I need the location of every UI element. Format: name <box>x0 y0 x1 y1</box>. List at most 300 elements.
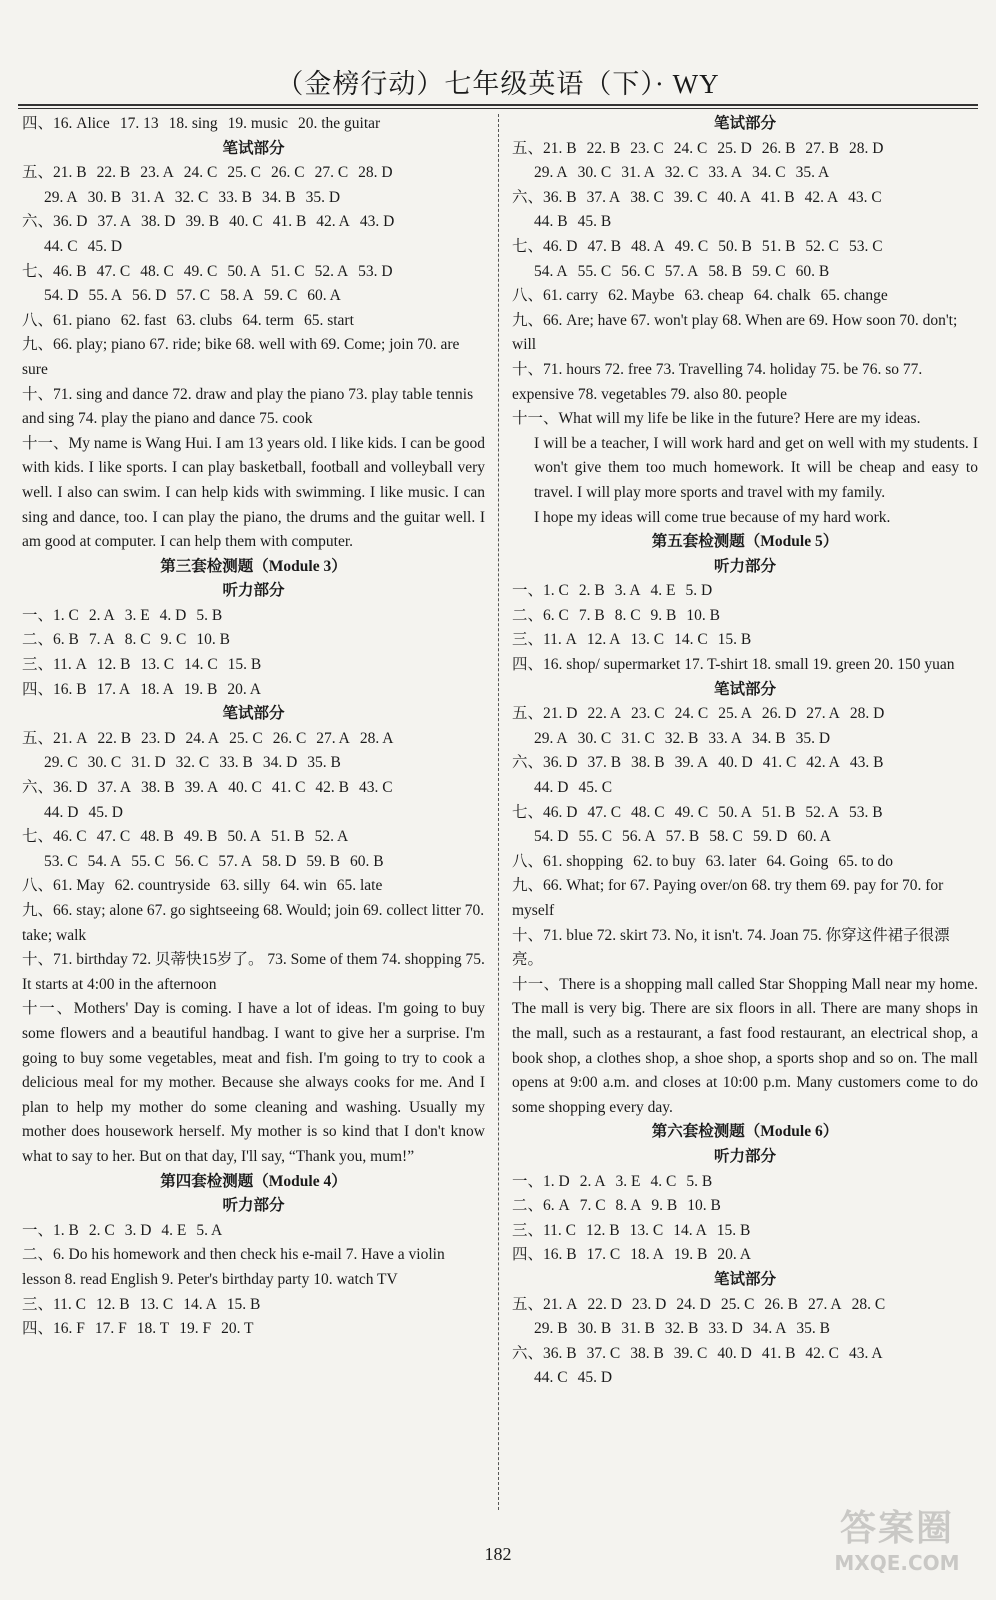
answer-item: 56. C <box>174 852 209 870</box>
answer-item: 23. A <box>140 164 174 182</box>
answer-item: 44. C <box>44 237 78 255</box>
section-heading: 第三套检测题（Module 3） <box>160 557 347 575</box>
answer-item: 14. C <box>674 631 708 649</box>
answer-item: 27. A <box>806 705 840 723</box>
answer-item: 30. C <box>87 754 122 772</box>
answer-item: 65. to do <box>838 852 894 870</box>
answer-item: 12. B <box>96 656 131 674</box>
answer-item: 49. B <box>183 828 218 846</box>
answer-row <box>512 776 978 801</box>
answer-item: 57. A <box>218 852 252 870</box>
answer-item: 54. A <box>534 262 568 280</box>
answer-item: 41. B <box>272 213 307 231</box>
answer-item: 39. A <box>184 779 219 797</box>
answer-item: 20. A <box>227 680 261 698</box>
answer-item: 45. D <box>87 237 123 255</box>
answer-item: 三、11. A <box>22 656 87 674</box>
answer-line: 四、16. shop/ supermarket 17. T-shirt 18. small 19. green 20. 150 yuan <box>512 656 955 674</box>
answer-row <box>22 628 485 653</box>
answer-item: 64. win <box>280 877 327 895</box>
answer-item: 25. D <box>717 139 752 157</box>
answer-item: 42. B <box>315 779 350 797</box>
answer-item: 47. B <box>587 237 622 255</box>
answer-item: 13. C <box>630 631 665 649</box>
answer-item: 28. D <box>358 164 393 182</box>
answer-item: 15. B <box>226 1295 261 1313</box>
answer-item: 一、1. C <box>22 606 79 624</box>
answer-item: 51. B <box>761 803 796 821</box>
section-heading: 第五套检测题（Module 5） <box>651 533 839 551</box>
answer-item: 51. C <box>270 262 305 280</box>
answer-item: 30. C <box>577 164 612 182</box>
watermark-url: MXQE.COM <box>834 1551 960 1575</box>
answer-item: 62. countryside <box>114 877 211 895</box>
answer-item: 62. Maybe <box>608 287 675 305</box>
essay-paragraph: 十一、There is a shopping mall called Star Shopping Mall near my home. The mall is very big. There are six floors in all. There are many shops in the mall, such as a restaurant, a fast food restaurant, an electrical shop, a book shop, a clothes shop, a shoe shop, a sports shop and so on. The mall opens at 9:00 a.m. and closes at 10:00 p.m. Many customers come to do some shopping every day. <box>512 975 978 1116</box>
answer-line: 九、66. stay; alone 67. go sightseeing 68. Would; join 69. collect litter 70. take; walk <box>22 902 485 944</box>
answer-item: 33. A <box>708 164 742 182</box>
answer-item: 31. B <box>621 1320 655 1338</box>
right-column <box>512 112 978 1391</box>
answer-item: 3. D <box>124 1221 152 1239</box>
answer-item: 13. C <box>629 1221 664 1239</box>
answer-item: 20. the guitar <box>297 115 381 132</box>
left-column <box>22 112 485 1342</box>
answer-item: 59. D <box>752 828 788 846</box>
answer-row <box>512 1219 978 1244</box>
answer-item: 34. B <box>261 188 296 206</box>
answer-line: 九、66. What; for 67. Paying over/on 68. try them 69. pay for 70. for myself <box>512 877 944 919</box>
answer-row <box>512 1293 978 1318</box>
answer-item: 32. C <box>664 164 699 182</box>
answer-row <box>22 210 485 235</box>
answer-item: 41. C <box>271 779 306 797</box>
answer-row <box>22 1317 485 1342</box>
answer-item: 30. C <box>577 729 612 747</box>
answer-item: 24. C <box>674 705 709 723</box>
answer-item: 41. B <box>761 1344 796 1362</box>
answer-item: 三、11. A <box>512 631 577 649</box>
answer-item: 12. B <box>586 1221 620 1239</box>
answer-item: 28. D <box>849 139 884 157</box>
answer-item: 五、21. A <box>512 1295 578 1313</box>
answer-row <box>22 235 485 260</box>
answer-item: 48. A <box>631 237 665 255</box>
answer-item: 60. B <box>350 852 384 870</box>
answer-item: 37. A <box>97 779 132 797</box>
answer-item: 43. B <box>849 754 884 772</box>
answer-item: 28. D <box>849 705 885 723</box>
answer-item: 10. B <box>686 606 720 624</box>
answer-item: 25. C <box>229 729 263 747</box>
answer-item: 58. A <box>220 287 254 305</box>
answer-item: 17. F <box>94 1320 127 1338</box>
answer-row <box>512 1342 978 1367</box>
answer-item: 40. C <box>228 779 262 797</box>
answer-item: 22. A <box>587 705 622 723</box>
answer-item: 14. A <box>673 1221 707 1239</box>
answer-row <box>22 727 485 752</box>
answer-item: 64. Going <box>766 852 829 870</box>
answer-item: 29. A <box>44 188 78 206</box>
answer-item: 39. A <box>674 754 709 772</box>
answer-item: 25. C <box>227 164 261 182</box>
answer-item: 18. A <box>140 680 174 698</box>
section-heading: 笔试部分 <box>222 139 285 157</box>
answer-item: 19. B <box>673 1246 708 1264</box>
answer-item: 43. C <box>848 188 882 206</box>
answer-item: 45. D <box>88 803 123 821</box>
answer-row <box>512 161 978 186</box>
answer-item: 12. A <box>586 631 621 649</box>
answer-item: 29. B <box>534 1320 568 1338</box>
answer-item: 8. A <box>615 1197 642 1215</box>
page-number: 182 <box>484 1544 512 1564</box>
answer-item: 27. A <box>316 729 350 747</box>
section-heading: 听力部分 <box>713 557 776 575</box>
answer-item: 52. A <box>805 803 840 821</box>
answer-item: 10. B <box>687 1197 721 1215</box>
answer-item: 9. B <box>651 1197 678 1215</box>
answer-item: 19. music <box>227 115 288 132</box>
answer-row <box>512 751 978 776</box>
answer-item: 32. B <box>664 1320 699 1338</box>
answer-item: 5. D <box>685 582 713 600</box>
answer-item: 40. C <box>229 213 263 231</box>
answer-item: 17. C <box>586 1246 621 1264</box>
answer-item: 18. sing <box>168 115 218 132</box>
answer-item: 63. clubs <box>176 311 233 329</box>
answer-item: 55. C <box>577 262 612 280</box>
answer-item: 56. D <box>132 287 167 305</box>
answer-item: 47. C <box>587 803 622 821</box>
answer-item: 14. A <box>183 1295 217 1313</box>
answer-item: 57. A <box>664 262 699 280</box>
answer-item: 七、46. B <box>22 262 87 280</box>
answer-item: 55. C <box>578 828 613 846</box>
answer-item: 29. C <box>44 754 78 772</box>
answer-item: 六、36. D <box>512 754 578 772</box>
answer-row <box>512 235 978 260</box>
answer-item: 13. C <box>140 656 175 674</box>
answer-item: 八、61. shopping <box>512 852 624 870</box>
answer-item: 44. B <box>534 213 568 231</box>
answer-item: 4. E <box>650 582 676 600</box>
answer-item: 59. C <box>263 287 298 305</box>
answer-row <box>512 604 978 629</box>
answer-item: 39. C <box>673 1344 708 1362</box>
answer-item: 44. C <box>534 1369 568 1387</box>
answer-item: 五、21. B <box>22 164 87 182</box>
answer-row <box>22 604 485 629</box>
answer-item: 24. D <box>676 1295 711 1313</box>
answer-item: 59. C <box>751 262 786 280</box>
answer-item: 3. E <box>124 606 150 624</box>
answer-item: 49. C <box>674 803 709 821</box>
answer-item: 62. fast <box>120 311 167 329</box>
answer-item: 3. E <box>615 1172 641 1190</box>
answer-item: 26. D <box>761 705 797 723</box>
answer-item: 七、46. C <box>22 828 87 846</box>
answer-line: 二、6. Do his homework and then check his e-mail 7. Have a violin lesson 8. read English 9. Peter's birthday party 10. watch TV <box>22 1246 445 1288</box>
answer-item: 10. B <box>196 631 230 649</box>
answer-item: 24. C <box>673 139 708 157</box>
answer-item: 19. F <box>179 1320 212 1338</box>
answer-item: 25. A <box>718 705 752 723</box>
answer-item: 53. D <box>358 262 393 280</box>
answer-item: 49. C <box>183 262 218 280</box>
answer-item: 58. C <box>709 828 743 846</box>
answer-item: 63. later <box>705 852 757 870</box>
answer-row <box>22 260 485 285</box>
answer-item: 51. B <box>761 237 796 255</box>
answer-item: 58. D <box>261 852 297 870</box>
answer-item: 35. B <box>796 1320 831 1338</box>
answer-row <box>22 112 485 137</box>
answer-row <box>22 825 485 850</box>
answer-item: 2. B <box>578 582 605 600</box>
answer-item: 28. A <box>359 729 394 747</box>
answer-item: 34. B <box>751 729 786 747</box>
answer-item: 53. B <box>849 803 883 821</box>
answer-item: 38. B <box>630 1344 664 1362</box>
answer-item: 25. C <box>720 1295 755 1313</box>
answer-item: 59. B <box>306 852 341 870</box>
essay-paragraph: 十一、Mothers' Day is coming. I have a lot of ideas. I'm going to buy some flowers and a beautiful handbag. I want to give her a surprise. I'm going to buy some vegetables, meat and fish. I'm going to try to cook a delicious meal for my mother. Because she always cooks for me. And I plan to help my mother do some cleaning and washing. Usually my mother does housework herself. My mother is so kind that I don't know what to say to her. But on that day, I'll say, “Thank you, mum!” <box>22 1000 485 1165</box>
answer-item: 33. B <box>218 188 252 206</box>
answer-row <box>512 702 978 727</box>
column-divider <box>498 114 499 1510</box>
page-header: （金榜行动）七年级英语（下）· WY <box>276 69 720 99</box>
answer-item: 34. A <box>752 1320 787 1338</box>
answer-item: 56. C <box>621 262 655 280</box>
answer-item: 2. A <box>579 1172 606 1190</box>
answer-item: 5. A <box>196 1221 223 1239</box>
answer-item: 23. D <box>631 1295 667 1313</box>
answer-item: 2. C <box>88 1221 115 1239</box>
answer-item: 35. D <box>305 188 341 206</box>
answer-item: 29. A <box>534 164 568 182</box>
answer-item: 42. A <box>804 188 839 206</box>
answer-item: 29. A <box>534 729 568 747</box>
answer-item: 56. A <box>622 828 656 846</box>
answer-item: 38. C <box>630 188 664 206</box>
answer-item: 31. C <box>621 729 655 747</box>
answer-item: 23. C <box>631 705 665 723</box>
answer-line: 九、66. play; piano 67. ride; bike 68. well with 69. Come; join 70. are sure <box>22 336 460 378</box>
answer-item: 22. B <box>97 729 132 747</box>
answer-item: 58. B <box>708 262 742 280</box>
answer-item: 5. B <box>686 1172 713 1190</box>
answer-row <box>22 309 485 334</box>
answer-item: 38. B <box>141 779 175 797</box>
answer-row <box>512 284 978 309</box>
section-heading: 听力部分 <box>222 582 285 600</box>
answer-item: 55. C <box>131 852 165 870</box>
answer-item: 40. D <box>717 1344 752 1362</box>
answer-row <box>22 186 485 211</box>
answer-item: 49. C <box>674 237 709 255</box>
answer-row <box>22 678 485 703</box>
answer-item: 40. A <box>717 188 751 206</box>
answer-row <box>512 260 978 285</box>
answer-item: 22. D <box>587 1295 622 1313</box>
answer-item: 31. A <box>621 164 655 182</box>
answer-item: 15. B <box>716 1221 751 1239</box>
answer-item: 5. B <box>196 606 223 624</box>
answer-item: 45. B <box>577 213 612 231</box>
answer-item: 14. C <box>184 656 218 674</box>
answer-line: 十、71. hours 72. free 73. Travelling 74. holiday 75. be 76. so 77. expensive 78. vegetables 79. also 80. people <box>512 360 923 403</box>
answer-row <box>22 161 485 186</box>
answer-item: 22. B <box>96 164 131 182</box>
answer-item: 八、61. May <box>22 877 105 895</box>
answer-row <box>22 1293 485 1318</box>
answer-row <box>512 137 978 162</box>
answer-item: 65. change <box>820 287 888 305</box>
answer-item: 50. A <box>227 262 261 280</box>
answer-item: 53. C <box>44 852 78 870</box>
answer-item: 六、36. D <box>22 779 88 797</box>
answer-item: 26. B <box>761 139 796 157</box>
essay-paragraph: 十一、What will my life be like in the future? Here are my ideas. <box>512 410 921 428</box>
answer-item: 42. C <box>805 1344 840 1362</box>
answer-item: 3. A <box>614 582 641 600</box>
answer-item: 17. 13 <box>119 115 159 132</box>
answer-item: 26. B <box>764 1295 798 1313</box>
answer-item: 37. A <box>97 213 132 231</box>
answer-item: 54. D <box>44 287 79 305</box>
answer-item: 52. A <box>314 828 349 846</box>
answer-item: 37. C <box>586 1344 621 1362</box>
answer-item: 20. T <box>221 1320 254 1338</box>
answer-item: 四、16. Alice <box>22 115 110 132</box>
answer-row <box>22 751 485 776</box>
answer-item: 40. D <box>718 754 753 772</box>
answer-row <box>22 850 485 875</box>
answer-item: 32. C <box>174 188 209 206</box>
answer-row <box>22 284 485 309</box>
answer-item: 三、11. C <box>22 1295 87 1313</box>
answer-item: 15. B <box>227 656 262 674</box>
answer-item: 27. A <box>808 1295 842 1313</box>
answer-item: 50. B <box>718 237 752 255</box>
answer-item: 60. A <box>797 828 831 846</box>
answer-item: 七、46. D <box>512 237 578 255</box>
answer-item: 57. C <box>176 287 211 305</box>
answer-item: 63. cheap <box>684 287 744 305</box>
answer-item: 五、21. D <box>512 705 578 723</box>
header-rule-thin <box>18 108 978 109</box>
answer-item: 48. B <box>140 828 174 846</box>
answer-item: 27. B <box>805 139 840 157</box>
answer-row <box>22 874 485 899</box>
answer-item: 53. C <box>849 237 883 255</box>
answer-item: 45. C <box>578 779 613 797</box>
answer-item: 64. chalk <box>753 287 811 305</box>
answer-item: 六、36. D <box>22 213 88 231</box>
section-heading: 第四套检测题（Module 4） <box>160 1172 347 1190</box>
answer-item: 7. A <box>88 631 115 649</box>
answer-line: 十、71. birthday 72. 贝蒂快15岁了。 73. Some of them 74. shopping 75. It starts at 4:00 in the afternoon <box>22 951 485 993</box>
answer-item: 52. A <box>314 262 349 280</box>
answer-item: 一、1. B <box>22 1221 79 1239</box>
answer-item: 2. A <box>88 606 115 624</box>
answer-item: 38. B <box>631 754 665 772</box>
answer-item: 33. D <box>708 1320 743 1338</box>
answer-item: 54. A <box>87 852 122 870</box>
answer-item: 7. B <box>578 606 605 624</box>
answer-item: 19. B <box>183 680 218 698</box>
answer-item: 24. C <box>183 164 218 182</box>
answer-item: 三、11. C <box>512 1221 577 1239</box>
answer-item: 60. A <box>307 287 341 305</box>
answer-item: 二、6. C <box>512 606 569 624</box>
answer-item: 8. C <box>124 631 151 649</box>
answer-row <box>512 825 978 850</box>
section-heading: 笔试部分 <box>713 115 776 132</box>
answer-item: 二、6. A <box>512 1197 570 1215</box>
answer-item: 31. D <box>131 754 166 772</box>
answer-item: 55. A <box>88 287 123 305</box>
answer-item: 23. C <box>630 139 664 157</box>
answer-item: 32. B <box>664 729 699 747</box>
answer-row <box>22 1219 485 1244</box>
answer-item: 64. term <box>242 311 294 329</box>
answer-row <box>22 653 485 678</box>
answer-item: 42. A <box>806 754 840 772</box>
answer-item: 28. C <box>851 1295 886 1313</box>
answer-item: 八、61. carry <box>512 287 599 305</box>
answer-item: 65. late <box>336 877 383 895</box>
answer-item: 50. A <box>227 828 261 846</box>
answer-item: 39. C <box>673 188 708 206</box>
answer-item: 65. start <box>303 311 354 329</box>
answer-item: 15. B <box>717 631 752 649</box>
answer-item: 43. A <box>849 1344 883 1362</box>
answer-item: 38. D <box>141 213 176 231</box>
answer-item: 43. C <box>359 779 393 797</box>
section-heading: 第六套检测题（Module 6） <box>651 1123 839 1141</box>
answer-item: 4. E <box>161 1221 187 1239</box>
answer-item: 一、1. D <box>512 1172 570 1190</box>
answer-item: 52. C <box>805 237 840 255</box>
answer-item: 12. B <box>96 1295 130 1313</box>
answer-item: 26. C <box>270 164 305 182</box>
answer-row <box>22 776 485 801</box>
answer-item: 32. C <box>175 754 210 772</box>
answer-item: 18. A <box>630 1246 664 1264</box>
answer-item: 54. D <box>534 828 569 846</box>
answer-item: 一、1. C <box>512 582 569 600</box>
answer-item: 33. B <box>219 754 253 772</box>
answer-item: 47. C <box>96 828 131 846</box>
section-heading: 笔试部分 <box>713 680 776 698</box>
answer-item: 8. C <box>614 606 641 624</box>
section-heading: 笔试部分 <box>222 705 285 723</box>
answer-item: 27. C <box>314 164 349 182</box>
answer-item: 4. C <box>650 1172 677 1190</box>
answer-item: 35. B <box>307 754 341 772</box>
answer-item: 30. B <box>577 1320 612 1338</box>
answer-item: 50. A <box>718 803 752 821</box>
answer-row <box>512 210 978 235</box>
answer-row <box>512 1170 978 1195</box>
answer-item: 41. B <box>760 188 795 206</box>
section-heading: 笔试部分 <box>713 1270 776 1288</box>
watermark-logo <box>812 1500 982 1580</box>
answer-line: 十、71. sing and dance 72. draw and play the piano 73. play table tennis and sing 74. play the piano and dance 75. cook <box>22 385 474 428</box>
